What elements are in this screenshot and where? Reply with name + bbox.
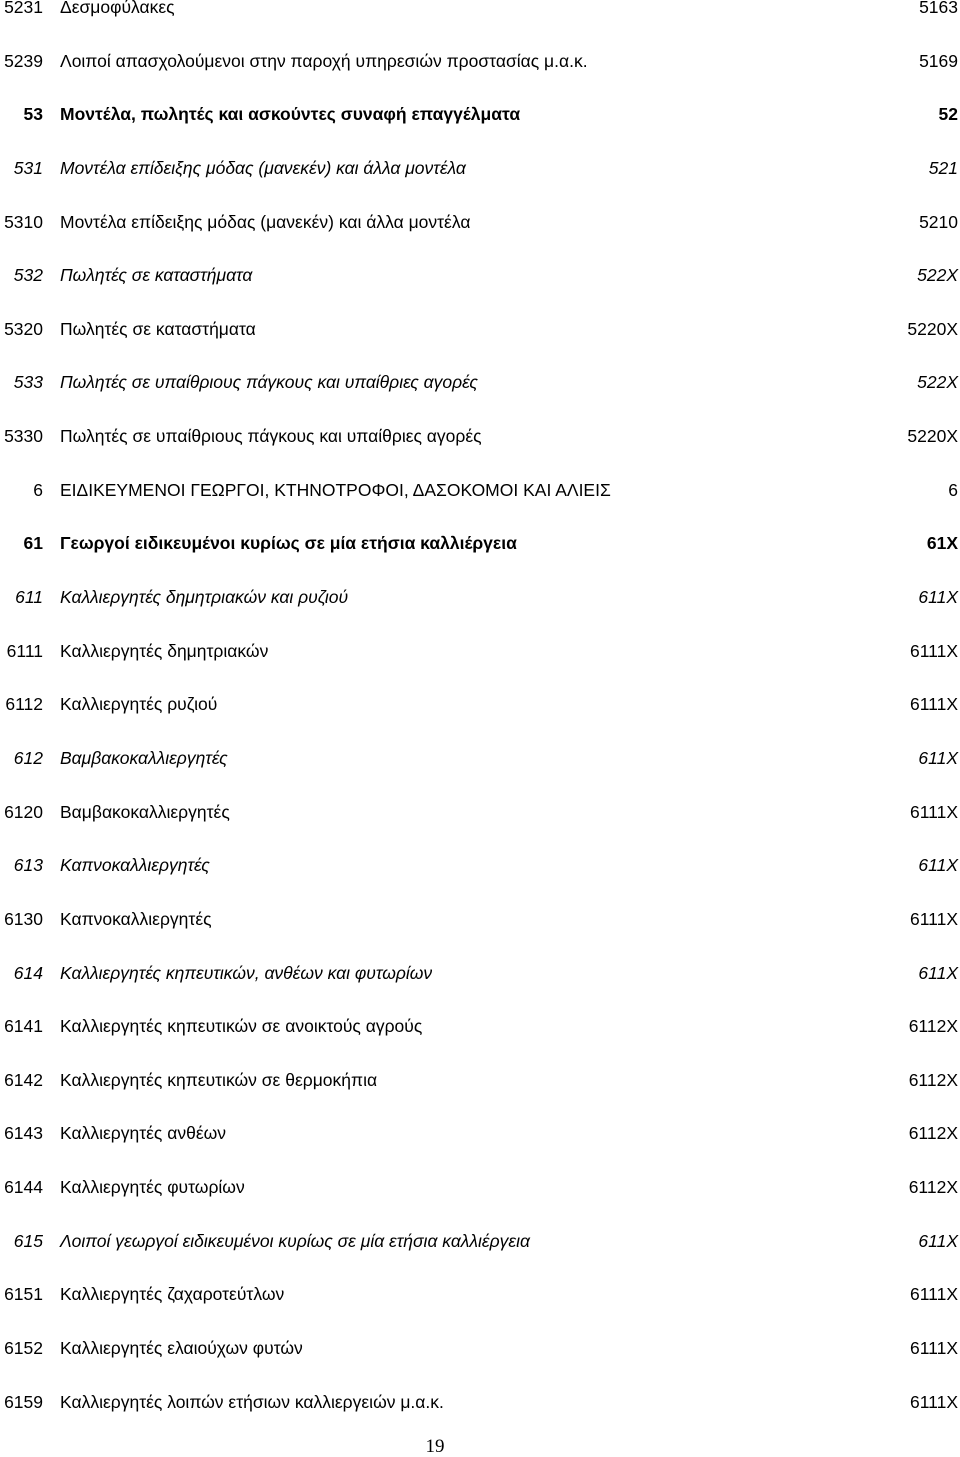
occupation-code: 5231 <box>4 0 43 17</box>
table-row <box>0 318 960 376</box>
reference-code: 6112X <box>908 1069 958 1090</box>
occupation-title: ΕΙΔΙΚΕΥΜΕΝΟΙ ΓΕΩΡΓΟΙ, ΚΤΗΝΟΤΡΟΦΟΙ, ΔΑΣΟΚΟΜΟΙ ΚΑΙ ΑΛΙΕΙΣ <box>60 479 611 500</box>
occupation-title: Καλλιεργητές ανθέων <box>60 1123 227 1144</box>
reference-code: 522X <box>917 372 958 393</box>
table-row <box>0 104 960 161</box>
occupation-title: Καλλιεργητές κηπευτικών σε ανοικτούς αγρούς <box>60 1016 423 1037</box>
occupation-title: Καλλιεργητές κηπευτικών σε θερμοκήπια <box>60 1069 378 1090</box>
occupation-title: Καλλιεργητές ζαχαροτεύτλων <box>60 1284 285 1305</box>
occupation-code: 6142 <box>4 1069 43 1090</box>
table-row <box>0 1177 960 1234</box>
occupation-code: 611 <box>15 587 43 608</box>
table-row <box>0 747 960 805</box>
occupation-title: Καπνοκαλλιεργητές <box>60 855 210 876</box>
reference-code: 6111X <box>909 640 958 661</box>
occupation-title: Γεωργοί ειδικευμένοι κυρίως σε μία ετήσια καλλιέργεια <box>60 533 517 554</box>
table-row <box>0 908 960 966</box>
table-row <box>0 1069 960 1127</box>
reference-code: 611X <box>918 587 958 608</box>
occupation-code: 6144 <box>4 1177 43 1198</box>
reference-code: 6111X <box>909 1391 958 1412</box>
occupation-code: 6 <box>33 479 43 500</box>
occupation-title: Καλλιεργητές λοιπών ετήσιων καλλιεργειών μ.α.κ. <box>60 1391 444 1412</box>
occupation-title: Καλλιεργητές κηπευτικών, ανθέων και φυτωρίων <box>60 962 433 983</box>
table-row <box>0 479 960 537</box>
table-row <box>0 533 960 590</box>
occupation-title: Καπνοκαλλιεργητές <box>60 908 212 929</box>
table-row <box>0 694 960 751</box>
occupation-code: 6141 <box>4 1016 43 1037</box>
occupation-code: 6143 <box>4 1123 43 1144</box>
occupation-title: Βαμβακοκαλλιεργητές <box>60 801 230 822</box>
occupation-title: Λοιποί γεωργοί ειδικευμένοι κυρίως σε μία ετήσια καλλιέργεια <box>60 1230 530 1251</box>
occupation-code: 6130 <box>4 908 43 929</box>
occupation-code: 6111 <box>6 640 43 661</box>
reference-code: 6112X <box>908 1177 958 1198</box>
table-row <box>0 157 960 215</box>
occupation-title: Καλλιεργητές φυτωρίων <box>60 1177 245 1198</box>
reference-code: 61X <box>926 533 958 554</box>
occupation-code: 532 <box>13 265 43 286</box>
reference-code: 611X <box>918 747 958 768</box>
occupation-code: 61 <box>23 533 43 554</box>
reference-code: 6111X <box>909 694 958 715</box>
occupation-code: 612 <box>13 747 43 768</box>
occupation-code: 53 <box>23 104 43 125</box>
table-row <box>0 426 960 483</box>
occupation-code: 6120 <box>4 801 43 822</box>
table-row <box>0 1230 960 1288</box>
occupation-title: Δεσμοφύλακες <box>60 0 175 17</box>
reference-code: 611X <box>918 855 958 876</box>
table-row <box>0 587 960 644</box>
occupation-title: Καλλιεργητές ελαιούχων φυτών <box>60 1338 303 1359</box>
occupation-code: 531 <box>13 157 43 178</box>
table-row <box>0 50 960 108</box>
occupation-code: 5320 <box>4 318 43 339</box>
table-row <box>0 211 960 269</box>
occupation-code: 6159 <box>4 1391 43 1412</box>
occupation-code: 613 <box>13 855 43 876</box>
occupation-title: Πωλητές σε καταστήματα <box>60 265 253 286</box>
reference-code: 6111X <box>909 1284 958 1305</box>
occupation-code: 6152 <box>4 1338 43 1359</box>
table-row <box>0 372 960 429</box>
occupation-title: Λοιποί απασχολούμενοι στην παροχή υπηρεσιών προστασίας μ.α.κ. <box>60 50 588 71</box>
reference-code: 6112X <box>908 1123 958 1144</box>
reference-code: 5210 <box>919 211 958 232</box>
reference-code: 5163 <box>919 0 958 17</box>
reference-code: 6111X <box>909 908 958 929</box>
page-number: 19 <box>425 1436 445 1457</box>
occupation-title: Πωλητές σε υπαίθριους πάγκους και υπαίθριες αγορές <box>60 372 478 393</box>
reference-code: 6112X <box>908 1016 958 1037</box>
occupation-code: 614 <box>13 962 43 983</box>
occupation-code: 5310 <box>4 211 43 232</box>
table-row <box>0 1284 960 1341</box>
table-row <box>0 962 960 1020</box>
reference-code: 5220X <box>907 426 958 447</box>
occupation-title: Καλλιεργητές δημητριακών και ρυζιού <box>60 587 349 608</box>
table-row <box>0 640 960 698</box>
reference-code: 611X <box>918 1230 958 1251</box>
table-row <box>0 1123 960 1180</box>
table-row <box>0 855 960 912</box>
occupation-title: Καλλιεργητές ρυζιού <box>60 694 218 715</box>
reference-code: 6 <box>948 479 958 500</box>
occupation-code: 5239 <box>4 50 43 71</box>
occupation-title: Μοντέλα επίδειξης μόδας (μανεκέν) και άλλα μοντέλα <box>60 211 471 232</box>
table-row <box>0 1338 960 1395</box>
reference-code: 5169 <box>919 50 958 71</box>
reference-code: 6111X <box>909 801 958 822</box>
occupation-code: 6151 <box>4 1284 43 1305</box>
table-row <box>0 801 960 859</box>
reference-code: 522X <box>917 265 958 286</box>
occupation-title: Πωλητές σε καταστήματα <box>60 318 256 339</box>
reference-code: 52 <box>938 104 958 125</box>
table-row <box>0 0 960 54</box>
reference-code: 521 <box>928 157 958 178</box>
occupation-code: 6112 <box>5 694 43 715</box>
occupation-title: Βαμβακοκαλλιεργητές <box>60 747 228 768</box>
occupation-code: 5330 <box>4 426 43 447</box>
occupation-title: Πωλητές σε υπαίθριους πάγκους και υπαίθριες αγορές <box>60 426 482 447</box>
reference-code: 611X <box>918 962 958 983</box>
occupation-title: Καλλιεργητές δημητριακών <box>60 640 269 661</box>
table-row <box>0 265 960 322</box>
table-row <box>0 1016 960 1073</box>
reference-code: 5220X <box>907 318 958 339</box>
occupation-code: 615 <box>13 1230 43 1251</box>
occupation-title: Μοντέλα, πωλητές και ασκούντες συναφή επαγγέλματα <box>60 104 521 125</box>
occupation-title: Μοντέλα επίδειξης μόδας (μανεκέν) και άλλα μοντέλα <box>60 157 466 178</box>
reference-code: 6111X <box>909 1338 958 1359</box>
occupation-code: 533 <box>13 372 43 393</box>
